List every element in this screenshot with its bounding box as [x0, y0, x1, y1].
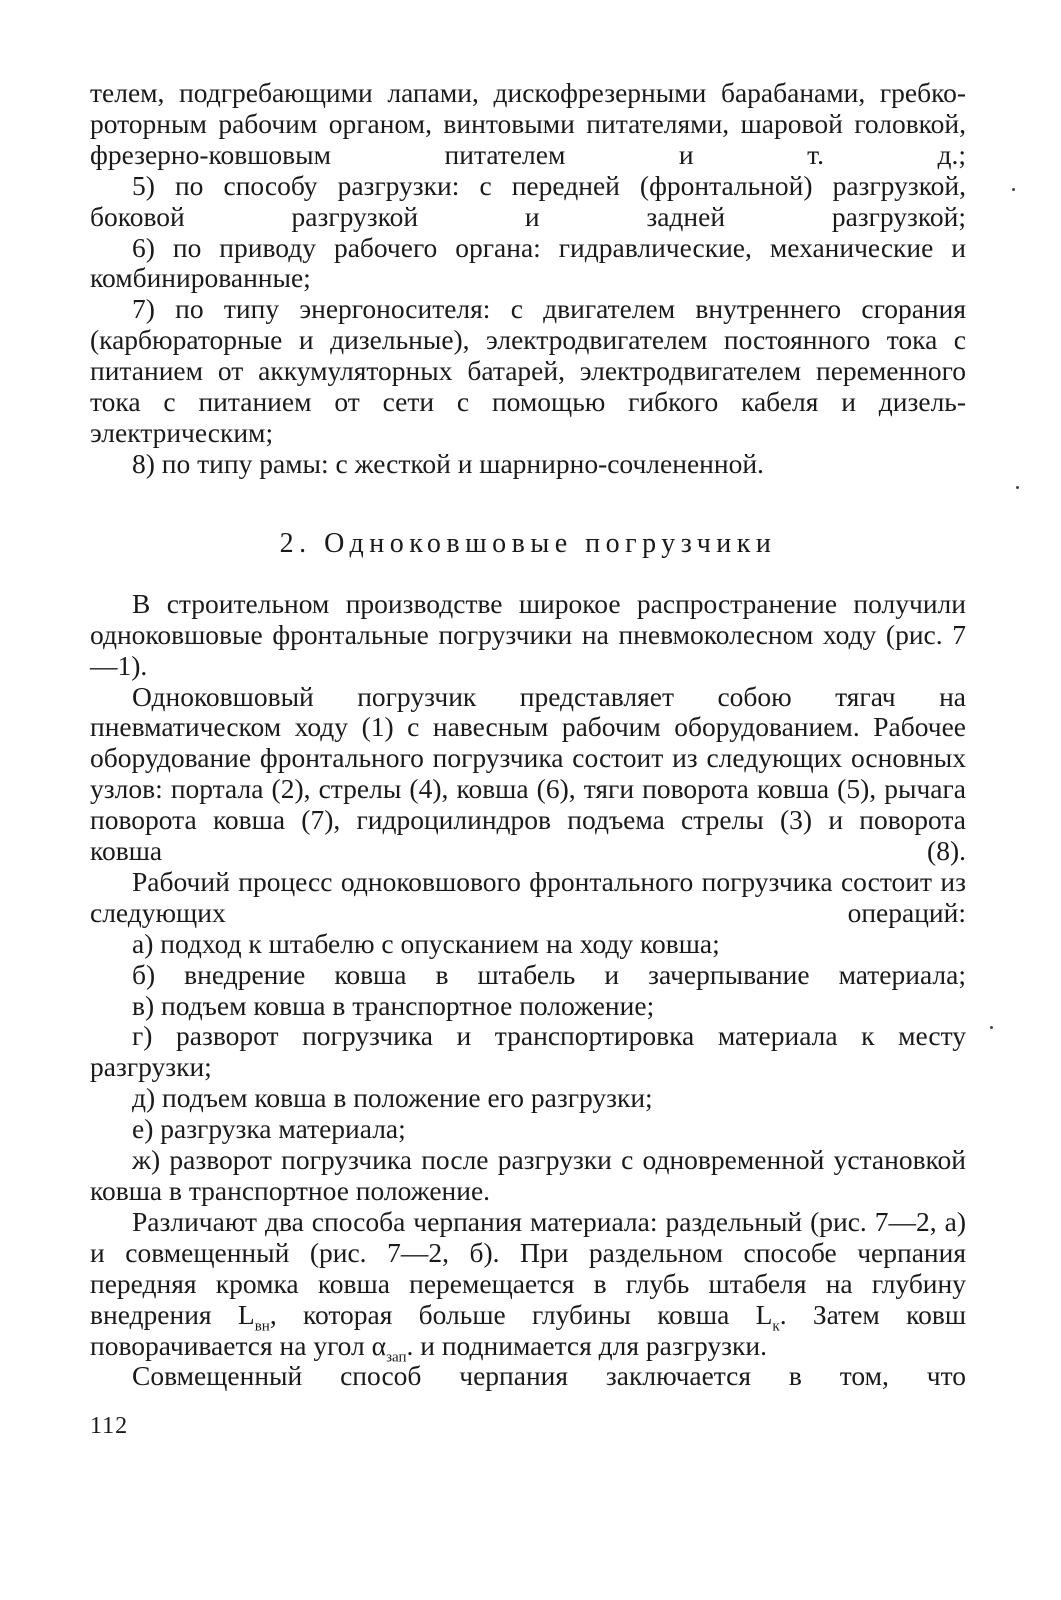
paragraph-continuation: телем, подгребающими лапами, дискофрезерными барабанами, гребко-роторным рабочим органом, винтовыми питателями, шаровой головкой, фрезерно-ковшовым питателем и т. д.;: [90, 77, 966, 170]
scan-speck: [1016, 486, 1019, 489]
subscript-k: к: [772, 1318, 780, 1335]
list-item-frame: 8) по типу рамы: с жесткой и шарнирно-сочлененной.: [132, 447, 764, 479]
methods-text-3: . Затем ковш поворачивается на угол α: [90, 1298, 966, 1361]
operation-item: б) внедрение ковша в штабель и зачерпывание материала;: [132, 958, 966, 990]
list-item-drive: 6) по приводу рабочего органа: гидравлические, механические и комбинированные;: [90, 231, 966, 294]
operation-item: е) разгрузка материала;: [132, 1113, 406, 1145]
methods-text-4: . и поднимается для разгрузки.: [406, 1329, 767, 1361]
operation-item: г) разворот погрузчика и транспортировка материала к месту разгрузки;: [90, 1020, 966, 1083]
methods-text-2: , которая больше глубины ковша L: [269, 1298, 773, 1330]
scan-speck: [990, 1026, 993, 1029]
list-item-energy: 7) по типу энергоносителя: с двигателем внутреннего сгорания (карбюраторные и дизельные), электродвигателем постоянного тока с питанием от аккумуляторных батарей, электродвигателем переменного тока с питанием от сети с помощью гибкого кабеля и дизель-электрическим;: [90, 293, 966, 448]
paragraph-description: Одноковшовый погрузчик представляет собою тягач на пневматическом ходу (1) с навесным рабочим оборудованием. Рабочее оборудование фронтального погрузчика состоит из следующих основных узлов: портала (2), стрелы (4), ковша (6), тяги поворота ковша (5), рычага поворота ковша (7), гидроцилиндров подъема стрелы (3) и поворота ковша (8).: [90, 680, 966, 867]
methods-text-1: Различают два способа черпания материала: раздельный (рис. 7—2, а) и совмещенный (рис. 7—2, б). При раздельном способе черпания передняя кромка ковша перемещается в глубь штабеля на глубину внедрения L: [90, 1205, 966, 1330]
paragraph-methods: [90, 1205, 966, 1366]
subscript-zap: зап: [386, 1349, 407, 1366]
subscript-vn: вн: [254, 1318, 270, 1335]
list-item-unloading: 5) по способу разгрузки: с передней (фронтальной) разгрузкой, боковой разгрузкой и задней разгрузкой;: [90, 169, 966, 232]
operation-item: ж) разворот погрузчика после разгрузки с одновременной установкой ковша в транспортное положение.: [90, 1144, 966, 1206]
operation-item: в) подъем ковша в транспортное положение;: [132, 989, 655, 1021]
paragraph-intro: В строительном производстве широкое распространение получили одноковшовые фронтальные погрузчики на пневмоколесном ходу (рис. 7—1).: [90, 587, 966, 681]
paragraph-final: Совмещенный способ черпания заключается в том, что: [132, 1360, 966, 1392]
page-number: 112: [90, 1413, 129, 1439]
operation-item: а) подход к штабелю с опусканием на ходу ковша;: [132, 927, 720, 959]
page-body: [90, 78, 966, 1392]
operation-item: д) подъем ковша в положение его разгрузки;: [132, 1082, 653, 1114]
paragraph-process: Рабочий процесс одноковшового фронтального погрузчика состоит из следующих операций:: [90, 865, 966, 928]
scan-speck: [1012, 188, 1015, 191]
section-heading: 2. Одноковшовые погрузчики: [279, 527, 777, 559]
